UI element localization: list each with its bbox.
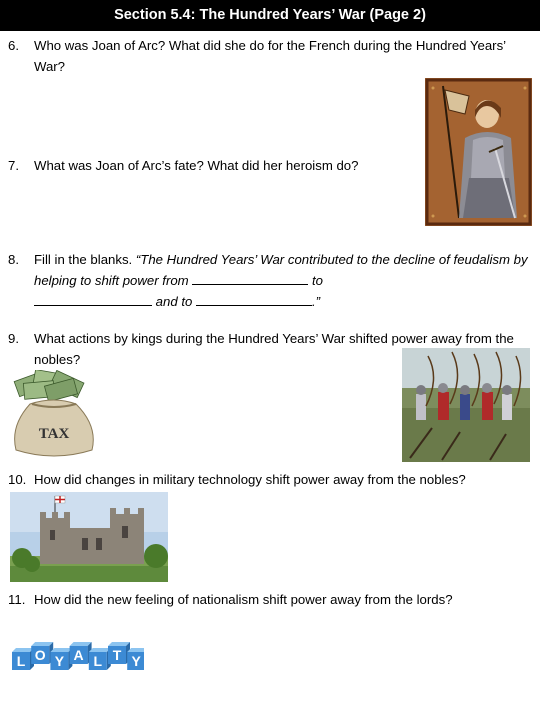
question-11 (8, 589, 530, 610)
loyalty-block (12, 648, 34, 670)
question-number: 7. (8, 158, 19, 173)
question-8 (8, 249, 530, 312)
quote-part-3: and to (155, 294, 193, 309)
loyalty-block (70, 642, 92, 664)
tax-label: TAX (38, 426, 70, 442)
loyalty-block (108, 642, 130, 664)
loyalty-letter: L (16, 653, 26, 669)
question-number: 9. (8, 331, 19, 346)
blank-2[interactable] (34, 292, 152, 306)
blank-3[interactable] (196, 292, 312, 306)
loyalty-block (89, 648, 111, 670)
quote-part-1: “The Hundred Years’ War contributed to the decline of feudalism by helping to shift power from (34, 252, 528, 288)
question-text: What was Joan of Arc’s fate? What did her heroism do? (34, 158, 359, 173)
question-7 (8, 155, 530, 176)
loyalty-blocks-image (10, 640, 144, 680)
archers-image (402, 348, 530, 462)
question-10 (8, 469, 530, 490)
joan-of-arc-painting (425, 78, 532, 226)
page-title: Section 5.4: The Hundred Years’ War (Page 2) (114, 7, 426, 23)
question-6 (8, 35, 530, 77)
castle-image (10, 492, 168, 582)
loyalty-letter: Y (131, 653, 141, 669)
question-lead: Fill in the blanks. (34, 252, 133, 267)
tax-money-bag-image (6, 370, 102, 462)
quote-part-2: to (312, 273, 324, 288)
loyalty-letter: L (93, 653, 103, 669)
loyalty-block (50, 648, 72, 670)
question-number: 6. (8, 38, 19, 53)
question-text: What actions by kings during the Hundred Years’ War shifted power away from the nobles? (34, 331, 514, 367)
loyalty-block (127, 648, 144, 670)
blank-1[interactable] (192, 271, 308, 285)
loyalty-block (31, 642, 53, 664)
question-text: How did the new feeling of nationalism shift power away from the lords? (34, 592, 453, 607)
question-number: 11. (8, 592, 26, 607)
loyalty-letter: Y (54, 653, 65, 669)
loyalty-letter: O (34, 647, 46, 663)
loyalty-letter: A (73, 647, 84, 663)
question-text: How did changes in military technology shift power away from the nobles? (34, 472, 466, 487)
question-number: 10. (8, 472, 27, 487)
quote-part-4: .” (312, 294, 321, 309)
question-number: 8. (8, 252, 19, 267)
loyalty-letter: T (112, 647, 122, 663)
question-text: Who was Joan of Arc? What did she do for the French during the Hundred Years’ War? (34, 38, 506, 74)
page-header (0, 0, 540, 31)
